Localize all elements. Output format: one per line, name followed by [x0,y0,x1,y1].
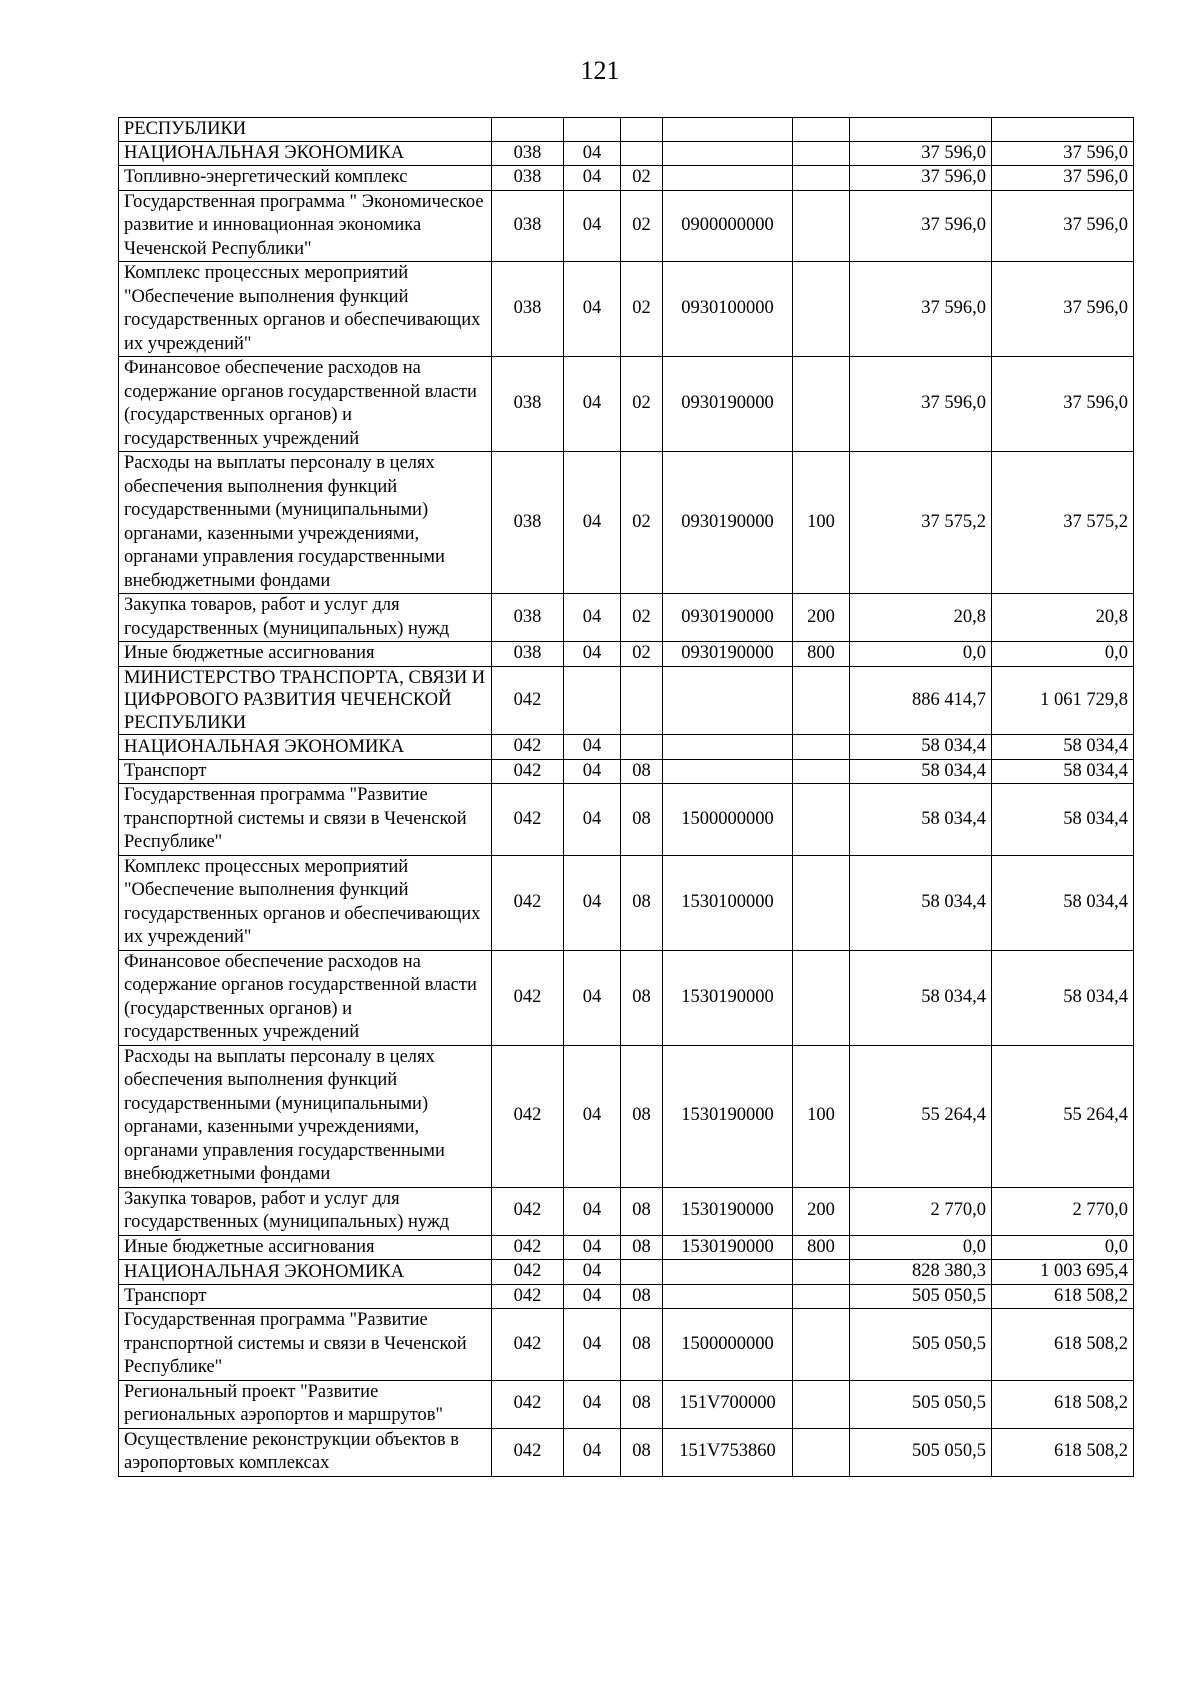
grbs-code-cell: 038 [492,642,564,667]
expense-name-cell: Государственная программа " Экономическое развитие и инновационная экономика Чеченской Республики" [119,190,492,262]
target-article-cell: 0930100000 [663,262,793,357]
expense-type-cell: 800 [793,642,850,667]
section-code-cell: 04 [564,1045,621,1187]
subsection-code-cell: 08 [621,784,663,856]
grbs-code-cell: 042 [492,950,564,1045]
grbs-code-cell: 038 [492,262,564,357]
subsection-code-cell: 02 [621,594,663,642]
grbs-code-cell: 042 [492,1260,564,1285]
expense-type-cell [793,1380,850,1428]
table-row [119,1284,1134,1309]
amount-year1-cell [850,118,992,142]
table-row [119,1260,1134,1285]
grbs-code-cell: 042 [492,1428,564,1476]
grbs-code-cell: 042 [492,1045,564,1187]
table-row [119,735,1134,760]
target-article-cell [663,759,793,784]
amount-year1-cell: 37 596,0 [850,166,992,191]
grbs-code-cell: 038 [492,166,564,191]
table-row [119,166,1134,191]
table-row [119,666,1134,735]
section-code-cell: 04 [564,594,621,642]
section-code-cell: 04 [564,141,621,166]
expense-type-cell [793,735,850,760]
grbs-code-cell: 042 [492,784,564,856]
target-article-cell [663,735,793,760]
target-article-cell [663,141,793,166]
expense-type-cell: 800 [793,1235,850,1260]
expense-type-cell: 100 [793,452,850,594]
section-code-cell: 04 [564,1309,621,1381]
expense-name-cell: Топливно-энергетический комплекс [119,166,492,191]
amount-year2-cell: 1 003 695,4 [992,1260,1134,1285]
expense-type-cell [793,950,850,1045]
amount-year2-cell [992,118,1134,142]
table-row [119,1187,1134,1235]
section-code-cell: 04 [564,1260,621,1285]
target-article-cell [663,1284,793,1309]
subsection-code-cell: 08 [621,1284,663,1309]
table-row [119,855,1134,950]
section-code-cell: 04 [564,1235,621,1260]
amount-year1-cell: 58 034,4 [850,759,992,784]
amount-year2-cell: 58 034,4 [992,759,1134,784]
amount-year1-cell: 37 596,0 [850,141,992,166]
amount-year1-cell: 828 380,3 [850,1260,992,1285]
amount-year1-cell: 58 034,4 [850,855,992,950]
section-code-cell: 04 [564,190,621,262]
subsection-code-cell: 02 [621,357,663,452]
grbs-code-cell: 042 [492,735,564,760]
expense-type-cell [793,1284,850,1309]
table-row [119,1380,1134,1428]
expense-name-cell: Иные бюджетные ассигнования [119,642,492,667]
target-article-cell: 1530190000 [663,950,793,1045]
target-article-cell [663,666,793,735]
table-row [119,118,1134,142]
amount-year1-cell: 0,0 [850,642,992,667]
grbs-code-cell: 042 [492,855,564,950]
target-article-cell: 151V753860 [663,1428,793,1476]
amount-year2-cell: 618 508,2 [992,1309,1134,1381]
table-row [119,452,1134,594]
section-code-cell: 04 [564,262,621,357]
table-row [119,190,1134,262]
expense-name-cell: НАЦИОНАЛЬНАЯ ЭКОНОМИКА [119,1260,492,1285]
subsection-code-cell: 08 [621,1235,663,1260]
expense-name-cell: РЕСПУБЛИКИ [119,118,492,142]
amount-year2-cell: 37 596,0 [992,190,1134,262]
grbs-code-cell: 042 [492,1235,564,1260]
expense-name-cell: Иные бюджетные ассигнования [119,1235,492,1260]
table-row [119,357,1134,452]
table-row [119,784,1134,856]
grbs-code-cell: 038 [492,594,564,642]
expense-type-cell [793,1309,850,1381]
amount-year2-cell: 618 508,2 [992,1428,1134,1476]
target-article-cell: 1530190000 [663,1235,793,1260]
expense-name-cell: Транспорт [119,759,492,784]
amount-year1-cell: 2 770,0 [850,1187,992,1235]
subsection-code-cell: 02 [621,190,663,262]
amount-year2-cell: 37 596,0 [992,262,1134,357]
expense-type-cell [793,166,850,191]
target-article-cell: 0930190000 [663,357,793,452]
subsection-code-cell: 08 [621,950,663,1045]
amount-year2-cell: 618 508,2 [992,1380,1134,1428]
table-row [119,594,1134,642]
grbs-code-cell: 042 [492,1309,564,1381]
amount-year1-cell: 37 596,0 [850,190,992,262]
expense-type-cell [793,1260,850,1285]
subsection-code-cell: 08 [621,1045,663,1187]
table-row [119,1428,1134,1476]
target-article-cell: 0930190000 [663,642,793,667]
subsection-code-cell [621,118,663,142]
expense-name-cell: Финансовое обеспечение расходов на содержание органов государственной власти (государственных органов) и государственных учреждений [119,950,492,1045]
grbs-code-cell: 038 [492,452,564,594]
section-code-cell: 04 [564,759,621,784]
amount-year2-cell: 2 770,0 [992,1187,1134,1235]
grbs-code-cell: 038 [492,190,564,262]
amount-year2-cell: 58 034,4 [992,950,1134,1045]
expense-type-cell [793,357,850,452]
expense-type-cell [793,141,850,166]
expense-name-cell: Государственная программа "Развитие транспортной системы и связи в Чеченской Республике" [119,784,492,856]
grbs-code-cell: 042 [492,1284,564,1309]
amount-year2-cell: 37 596,0 [992,357,1134,452]
table-row [119,759,1134,784]
expense-type-cell [793,262,850,357]
table-row [119,1235,1134,1260]
amount-year1-cell: 0,0 [850,1235,992,1260]
target-article-cell: 0930190000 [663,452,793,594]
amount-year1-cell: 505 050,5 [850,1284,992,1309]
section-code-cell: 04 [564,1187,621,1235]
target-article-cell: 1530190000 [663,1045,793,1187]
amount-year1-cell: 55 264,4 [850,1045,992,1187]
target-article-cell [663,1260,793,1285]
amount-year2-cell: 0,0 [992,642,1134,667]
grbs-code-cell: 038 [492,141,564,166]
amount-year2-cell: 20,8 [992,594,1134,642]
amount-year1-cell: 37 596,0 [850,262,992,357]
section-code-cell: 04 [564,855,621,950]
subsection-code-cell [621,735,663,760]
expense-name-cell: НАЦИОНАЛЬНАЯ ЭКОНОМИКА [119,141,492,166]
budget-table [118,117,1134,1477]
grbs-code-cell: 042 [492,1187,564,1235]
table-row [119,642,1134,667]
section-code-cell: 04 [564,1284,621,1309]
table-row [119,1045,1134,1187]
subsection-code-cell: 02 [621,262,663,357]
expense-type-cell: 100 [793,1045,850,1187]
target-article-cell: 1530190000 [663,1187,793,1235]
target-article-cell [663,166,793,191]
section-code-cell [564,666,621,735]
section-code-cell: 04 [564,452,621,594]
section-code-cell: 04 [564,735,621,760]
grbs-code-cell [492,118,564,142]
section-code-cell: 04 [564,166,621,191]
subsection-code-cell: 08 [621,1380,663,1428]
amount-year1-cell: 505 050,5 [850,1309,992,1381]
table-row [119,141,1134,166]
amount-year2-cell: 37 596,0 [992,166,1134,191]
subsection-code-cell: 02 [621,452,663,594]
expense-name-cell: Расходы на выплаты персоналу в целях обеспечения выполнения функций государственными (муниципальными) органами, казенными учреждениями, органами управления государственными внебюджетными фондами [119,1045,492,1187]
grbs-code-cell: 042 [492,759,564,784]
subsection-code-cell: 08 [621,1187,663,1235]
subsection-code-cell: 02 [621,166,663,191]
amount-year1-cell: 58 034,4 [850,950,992,1045]
subsection-code-cell [621,1260,663,1285]
section-code-cell: 04 [564,642,621,667]
subsection-code-cell: 08 [621,1309,663,1381]
subsection-code-cell: 08 [621,759,663,784]
grbs-code-cell: 042 [492,666,564,735]
subsection-code-cell: 02 [621,642,663,667]
subsection-code-cell: 08 [621,1428,663,1476]
amount-year2-cell: 58 034,4 [992,735,1134,760]
page-number: 121 [580,56,620,85]
target-article-cell [663,118,793,142]
section-code-cell: 04 [564,357,621,452]
amount-year1-cell: 20,8 [850,594,992,642]
expense-type-cell [793,1428,850,1476]
expense-name-cell: НАЦИОНАЛЬНАЯ ЭКОНОМИКА [119,735,492,760]
subsection-code-cell: 08 [621,855,663,950]
expense-name-cell: Осуществление реконструкции объектов в аэропортовых комплексах [119,1428,492,1476]
amount-year2-cell: 55 264,4 [992,1045,1134,1187]
target-article-cell: 1500000000 [663,1309,793,1381]
grbs-code-cell: 038 [492,357,564,452]
expense-type-cell: 200 [793,1187,850,1235]
subsection-code-cell [621,666,663,735]
expense-name-cell: Государственная программа "Развитие транспортной системы и связи в Чеченской Республике" [119,1309,492,1381]
expense-name-cell: МИНИСТЕРСТВО ТРАНСПОРТА, СВЯЗИ И ЦИФРОВОГО РАЗВИТИЯ ЧЕЧЕНСКОЙ РЕСПУБЛИКИ [119,666,492,735]
expense-name-cell: Финансовое обеспечение расходов на содержание органов государственной власти (государственных органов) и государственных учреждений [119,357,492,452]
expense-type-cell [793,784,850,856]
expense-name-cell: Транспорт [119,1284,492,1309]
section-code-cell: 04 [564,950,621,1045]
amount-year2-cell: 37 596,0 [992,141,1134,166]
table-row [119,1309,1134,1381]
expense-name-cell: Закупка товаров, работ и услуг для государственных (муниципальных) нужд [119,594,492,642]
amount-year1-cell: 58 034,4 [850,735,992,760]
expense-name-cell: Региональный проект "Развитие региональных аэропортов и маршрутов" [119,1380,492,1428]
section-code-cell: 04 [564,1380,621,1428]
expense-name-cell: Закупка товаров, работ и услуг для государственных (муниципальных) нужд [119,1187,492,1235]
amount-year1-cell: 37 575,2 [850,452,992,594]
section-code-cell: 04 [564,784,621,856]
table-row [119,950,1134,1045]
table-row [119,262,1134,357]
amount-year1-cell: 886 414,7 [850,666,992,735]
amount-year2-cell: 58 034,4 [992,784,1134,856]
expense-type-cell [793,855,850,950]
expense-name-cell: Расходы на выплаты персоналу в целях обеспечения выполнения функций государственными (муниципальными) органами, казенными учреждениями, органами управления государственными внебюджетными фондами [119,452,492,594]
expense-name-cell: Комплекс процессных мероприятий "Обеспечение выполнения функций государственных органов и обеспечивающих их учреждений" [119,855,492,950]
amount-year2-cell: 58 034,4 [992,855,1134,950]
target-article-cell: 151V700000 [663,1380,793,1428]
amount-year1-cell: 58 034,4 [850,784,992,856]
amount-year1-cell: 37 596,0 [850,357,992,452]
amount-year2-cell: 0,0 [992,1235,1134,1260]
target-article-cell: 0930190000 [663,594,793,642]
amount-year2-cell: 618 508,2 [992,1284,1134,1309]
expense-type-cell [793,759,850,784]
grbs-code-cell: 042 [492,1380,564,1428]
section-code-cell: 04 [564,1428,621,1476]
section-code-cell [564,118,621,142]
amount-year1-cell: 505 050,5 [850,1380,992,1428]
amount-year1-cell: 505 050,5 [850,1428,992,1476]
subsection-code-cell [621,141,663,166]
expense-type-cell [793,118,850,142]
table-body [119,118,1134,1477]
expense-type-cell [793,190,850,262]
expense-name-cell: Комплекс процессных мероприятий "Обеспечение выполнения функций государственных органов и обеспечивающих их учреждений" [119,262,492,357]
target-article-cell: 1530100000 [663,855,793,950]
amount-year2-cell: 37 575,2 [992,452,1134,594]
expense-type-cell [793,666,850,735]
target-article-cell: 1500000000 [663,784,793,856]
target-article-cell: 0900000000 [663,190,793,262]
expense-type-cell: 200 [793,594,850,642]
amount-year2-cell: 1 061 729,8 [992,666,1134,735]
